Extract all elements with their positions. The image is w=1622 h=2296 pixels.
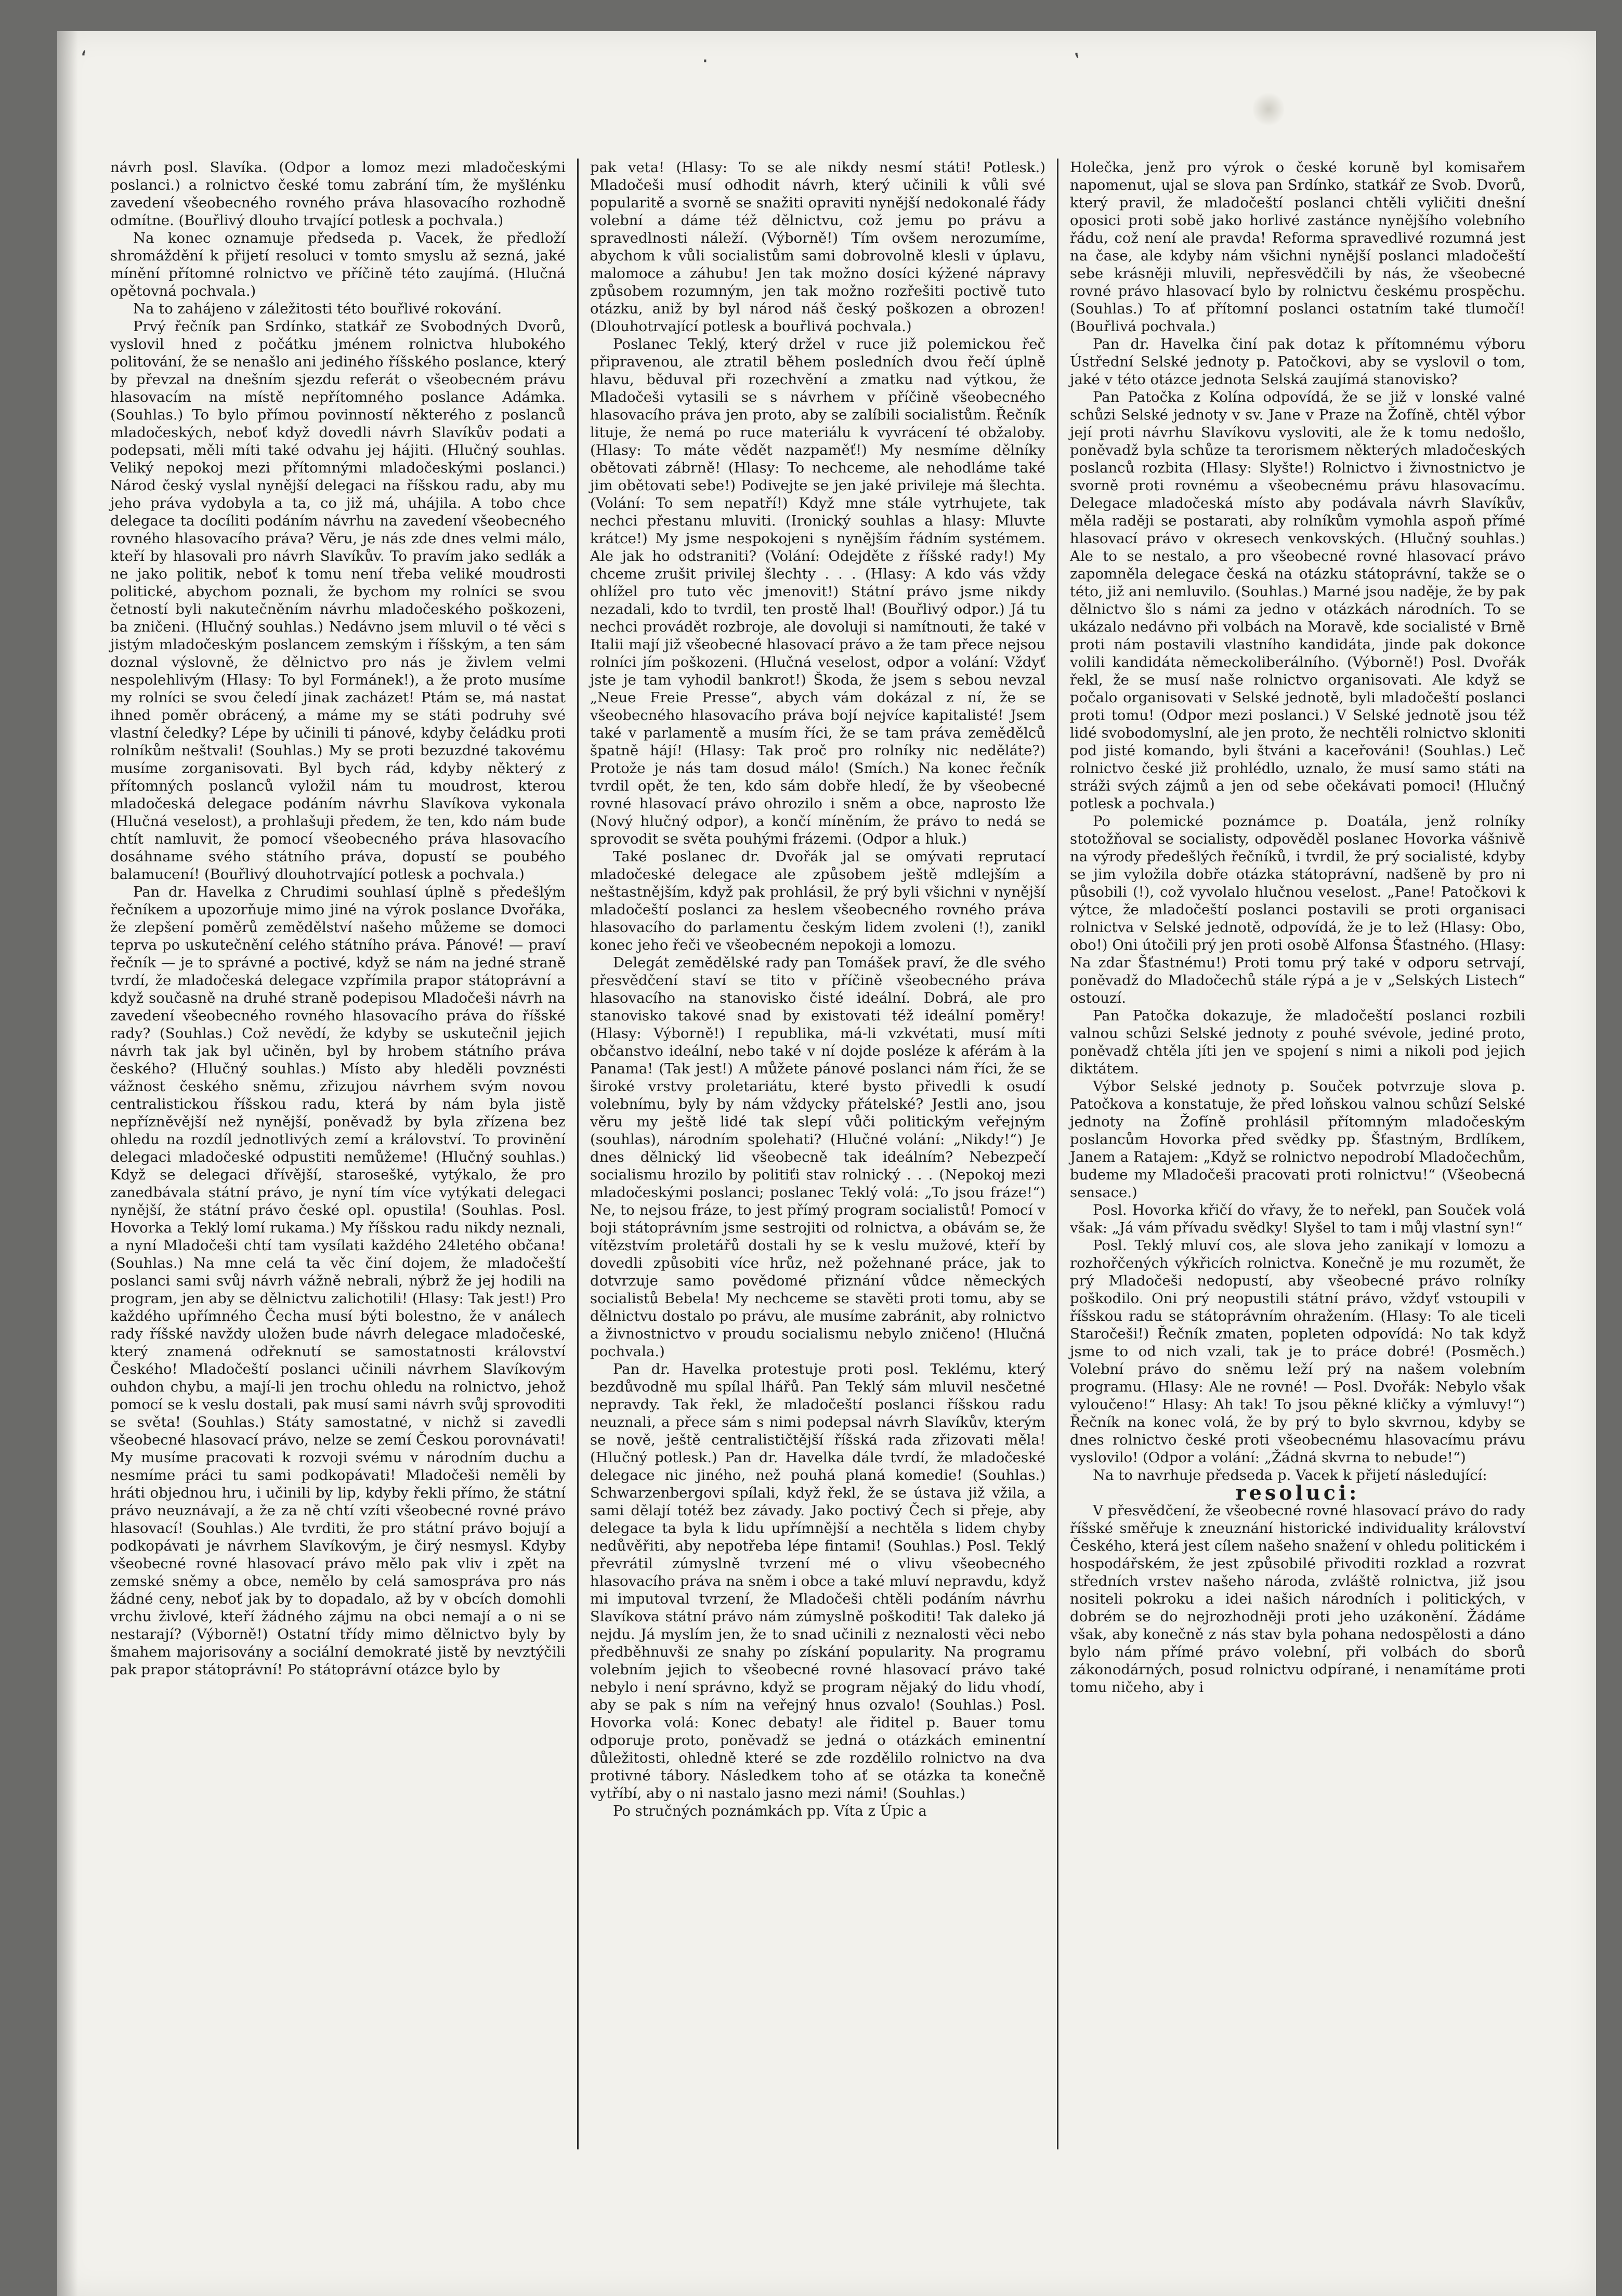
paragraph: Poslanec Teklý, který držel v ruce již polemickou řeč připravenou, ale ztratil během posledních dvou řečí úplně hlavu, běduval při rozechvění a zmatku nad výtkou, že Mladočeši vytasili se s návrhem v příčině všeobecného hlasovacího práva jen proto, aby se zalíbili socialistům. Řečník lituje, že nemá po ruce materiálu k vyvrácení té obžaloby. (Hlasy: To máte vědět nazpaměť!) My nesmíme dělníky obětovati zábrně! (Hlasy: To nechceme, ale nehodláme také jim obětovati sebe!) Podivejte se jen jaké privileje má šlechta. (Volání: To sem nepatří!) Když mne stále vytrhujete, tak nechci přestanu mluviti. (Ironický souhlas a hlasy: Mluvte krátce!) My jsme nespokojeni s nynějším řádním systémem. Ale jak ho odstraniti? (Volání: Odejděte z říšské rady!) My chceme zrušit privilej šlechty . . . (Hlasy: A kdo vás vždy ohlížel pro tuto věc jmenovit!) Státní právo jsme nikdy nezadali, kdo to tvrdil, ten prostě lhal! (Bouřlivý odpor.) Já tu nechci provádět rozbroje, ale dovoluji si namítnouti, že také v Italii mají již všeobecné hlasovací právo a že tam přece nejsou rolníci jím poškozeni. (Hlučná veselost, odpor a volání: Vždyť jste je tam vyhodil bankrot!) Škoda, že jsem s sebou nevzal „Neue Freie Presse“, abych vám dokázal z ní, že se všeobecného hlasovacího práva bojí nejvíce kapitalisté! Jsem také v parlamentě a musím říci, že se tam práva zemědělců špatně hájí! (Hlasy: Tak proč pro rolníky nic neděláte?) Protože je nás tam dosud málo! (Smích.) Na konec řečník tvrdil opět, že ten, kdo sám dobře hledí, že by všeobecné rovné hlasovací právo ohrozilo i sněm a obce, naprosto lže (Nový hlučný odpor), a končí míněním, že právo to nedá se sprovodit se světa pouhými frázemi. (Odpor a hluk.) [590, 336, 1045, 847]
paragraph: Delegát zemědělské rady pan Tomášek praví, že dle svého přesvědčení staví se tito v příčině všeobecného práva hlasovacího na stanovisko čisté ideální. Dobrá, ale pro stanovisko takové snad by existovati též ideální poměry! (Hlasy: Výborně!) I republika, má-li vzkvétati, musí míti občanstvo ideální, nebo také v ní dojde posléze k aférám à la Panama! (Tak jest!) A můžete pánové poslanci nám říci, že se široké vrstvy proletariátu, které bysto přivedli k osudí volebnímu, byly by nám vždycky přátelské? Jestli ano, jsou věru my ještě lidé tak slepí vůči politickým veřejným (souhlas), národním spolehati? (Hlučné volání: „Nikdy!“) Je dnes dělnický lid všeobecně tak ideálním? Nebezpečí socialismu hrozilo by politiťi stav rolnický . . . (Nepokoj mezi mladočeskými poslanci; poslanec Teklý volá: „To jsou fráze!“) Ne, to nejsou fráze, to jest přímý program socialistů! Pomocí v boji státoprávním jsme sestrojiti od rolnictva, a obávám se, že vítězstvím proletářů dostali hy se k veslu mužové, kteří by dovedli způsobiti více hrůz, než požehnané práce, jak to dotvrzuje samo povědomé přiznání vůdce německých socialistů Bebela! My nechceme se stavěti proti tomu, aby se dělnictvu dostalo po právu, ale musíme zabránit, aby rolnictvo a živnostnictvo v proudu socialismu nebylo zničeno! (Hlučná pochvala.) [590, 954, 1045, 1360]
paragraph: Po polemické poznámce p. Doatála, jenž rolníky stotožňoval se socialisty, odpověděl poslanec Hovorka vášnivě na výrody předešlých řečníků, i tvrdil, že prý socialisté, kdyby se jim vyložila dobře otázka státoprávní, nadšeně by pro ni působili (!), což vyvolalo hlučnou veselost. „Pane! Patočkovi k výtce, že mladočeští poslanci postavili se proti organisaci rolnictva v Selské jednotě, odpovídá, že je to lež (Hlasy: Obo, obo!) Oni útočili prý jen proti osobě Alfonsa Šťastného. (Hlasy: Na zdar Šťastnému!) Proti tomu prý také v odporu setrvají, poněvadž do Mladočechů stále rýpá a je v „Selských Listech“ ostouzí. [1070, 813, 1525, 1006]
article-columns [99, 159, 1549, 2149]
paragraph: V přesvědčení, že všeobecné rovné hlasovací právo do rady říšské směřuje k zneuznání historické individuality království Českého, která jest cílem našeho snažení v ohledu politickém i hospodářském, že jest způsobilé přivoditi rozklad a rozvrat středních vrstev našeho národa, zvláště rolnictva, již jsou nositeli pokroku a idei našich národních i politických, v dobrém se do nejrozhodněji proti jeho uzákonění. Žádáme však, aby konečně z nás stav byla pohana nedospělosti a dáno bylo nám přímé právo volební, při volbách do sborů zákonodárných, posud rolnictvu odpírané, i nenamítáme proti tomu ničeho, aby i [1070, 1502, 1525, 1696]
paragraph: Po stručných poznámkách pp. Víta z Úpic a [613, 1803, 927, 1819]
paragraph: Pan Patočka z Kolína odpovídá, že se již v lonské valné schůzi Selské jednoty v sv. Jane v Praze na Žofíně, chtěl výbor její proti návrhu Slavíkovu vysloviti, ale že k tomu nedošlo, poněvadž byla schůze ta terorismem některých mladočeských poslanců rozbita (Hlasy: Slyšte!) Rolnictvo i živnostnictvo je svorně proti rovnému a všeobecnému právu hlasovacímu. Delegace mladočeská místo aby podávala návrh Slavíkův, měla raději se postarati, aby rolníkům vymohla aspoň přímé hlasovací právo v okresech venkovských. (Hlučný souhlas.) Ale to se nestalo, a pro všeobecné rovné hlasovací právo zapomněla delegace česká na otázku státoprávní, takže se o této, již ani nemluvilo. (Souhlas.) Marné jsou naděje, že by pak dělnictvo šlo s námi za jedno v otázkách národních. To se ukázalo nedávno při volbách na Moravě, kde socialisté v Brně proti nám postavili vlastního kandidáta, jinde pak dokonce volili kandidáta německoliberálního. (Výborně!) Posl. Dvořák řekl, že se musí naše rolnictvo organisovati. Ale když se počalo organisovati v Selské jednotě, byli mladočeští poslanci proti tomu! (Odpor mezi poslanci.) V Selské jednotě jsou též lidé svobodomyslní, ale jen proto, že nechtěli rolnictvo skloniti pod jisté komando, byli štváni a kaceřováni! (Souhlas.) Leč rolnictvo české již prohlédlo, uznalo, že musí samo státi na stráži svých zájmů a jen od sebe očekávati pomoci! (Hlučný potlesk a pochvala.) [1070, 389, 1525, 812]
paragraph: Posl. Hovorka křičí do vřavy, že to neřekl, pan Souček volá však: „Já vám přívadu svědky! Slyšel to tam i můj vlastní syn!“ [1070, 1202, 1525, 1236]
column-1 [99, 159, 577, 2149]
paragraph: Pan Patočka dokazuje, že mladočeští poslanci rozbili valnou schůzi Selské jednoty z pouhé svévole, jediné proto, poněvadž chtěla jíti jen ve spojení s nimi a nikoli pod jejich diktátem. [1070, 1007, 1525, 1077]
paragraph: Také poslanec dr. Dvořák jal se omývati reprutací mladočeské delegace ale způsobem ještě mdlejším a neštastnějším, když pak prohlásil, že prý byli všichni v nynější mladočeští poslanci za heslem všeobecného rovného práva hlasovacího do parlamentu českým lidem zvoleni (!), zanikl konec jeho řeči ve všeobecném nepokoji a lomozu. [590, 848, 1045, 953]
column-3 [1058, 159, 1537, 2149]
paper-stain [1253, 91, 1284, 127]
paragraph: Na konec oznamuje předseda p. Vacek, že předloží shromáždění k přijetí resoluci v tomto smyslu až sezná, jaké mínění přítomné rolnictvo ve příčině této zaujímá. (Hlučná opětovná pochvala.) [110, 230, 566, 299]
margin-mark: ‘ [81, 47, 87, 71]
paragraph: Výbor Selské jednoty p. Souček potvrzuje slova p. Patočkova a konstatuje, že před loňskou valnou schůzí Selské jednoty na Žofíně prohlásil přítomným mladočeským poslancům Hovorka před svědky pp. Šťastným, Brdlíkem, Janem a Ratajem: „Když se rolnictvo nepodrobí Mladočechům, budeme my Mladočeši pracovati proti rolnictvu!“ (Všeobecná sensace.) [1070, 1078, 1525, 1201]
margin-mark: · [702, 49, 709, 73]
newspaper-page [57, 31, 1596, 2296]
paragraph: Prvý řečník pan Srdínko, statkář ze Svobodných Dvorů, vyslovil hned z počátku jménem rolnictva hlubokého politování, že se nenašlo ani jediného říšského poslance, který by převzal na dnešním sjezdu referát o všeobecném právu hlasovacím na místě nepřítomného poslance Adámka. (Souhlas.) To bylo přímou povinností některého z poslanců mladočeských, neboť když dovedli návrh Slavíkův podati a podepsati, měli míti také odvahu jej hájiti. (Hlučný souhlas. Veliký nepokoj mezi přítomnými mladočeskými poslanci.) Národ český vyslal nynější delegaci na říšskou radu, aby mu jeho práva vydobyla a ta, co již má, uhájila. A tobo chce delegace ta docíliti podáním návrhu na zavedení všeobecného rovného hlasovacího práva? Věru, je nás zde dnes velmi málo, kteří by hlasovali pro návrh Slavíkův. To pravím jako sedlák a ne jako politik, neboť k tomu není třeba veliké moudrosti politické, abychom poznali, že bychom my rolníci se svou četností byli nakutečněním návrhu mladočeského poškozeni, ba zničeni. (Hlučný souhlas.) Nedávno jsem mluvil o té věci s jistým mladočeským poslancem zemským i říšským, a ten sám doznal výslovně, že dělnictvo pro nás je živlem velmi nespolehlivým (Hlasy: To byl Formánek!), a že proto musíme my rolníci se svou čeledí jinak zacházet! Ptám se, má nastat ihned poměr obrácený, a máme my se státi podruhy své vlastní čeledky? Lépe by učinili ti pánové, kdyby čeládku proti rolníkům neštvali! (Souhlas.) My se proti bezuzdné takovému musíme zorganisovati. Byl bych rád, kdyby některý z přítomných poslanců vyložil nám tu moudrost, kterou mladočeská delegace podáním návrhu Slavíkova vykonala (Hlučná veselost), a prohlašuji předem, že ten, kdo nám bude chtít namluvit, že pomocí všeobecného práva hlasovacího dosáhname svého státního práva, dopustí se poubého balamucení! (Bouřlivý dlouhotrvající potlesk a pochvala.) [110, 318, 566, 883]
paragraph: Na to zahájeno v záležitosti této bouřlivé rokování. [133, 300, 502, 317]
margin-mark: ‛ [1074, 49, 1080, 73]
paragraph: návrh posl. Slavíka. (Odpor a lomoz mezi mladočeskými poslanci.) a rolnictvo české tomu zabrání tím, že myšlénku zavedení všeobecného rovného práva hlasovacího rozhodně odmítne. (Bouřlivý dlouho trvající potlesk a pochvala.) [110, 159, 566, 229]
paragraph: Pan dr. Havelka z Chrudimi souhlasí úplně s předešlým řečníkem a upozorňuje mimo jiné na výrok poslance Dvořáka, že zlepšení poměrů zemědělství našeho můžeme se domoci teprva po uskutečnění celého státního práva. Pánové! — praví řečník — je to správné a poctivé, když se nám na jedné straně tvrdí, že mladočeská delegace vzpřímila prapor státoprávní a když současně na druhé straně podepisou Mladočeši návrh na zavedení všeobecného rovného hlasovacího práva do říšské rady? (Souhlas.) Což nevědí, že kdyby se uskutečnil jejich návrh tak jak byl učiněn, byl by hrobem státního práva českého? (Hlučný souhlas.) Místo aby hleděli povznésti vážnost českého sněmu, zřizujou návrhem svým novou centralistickou říšskou radu, která by nám byla jistě nepřízněvější než nynější, poněvadž by byla zřízena bez ohledu na rozdíl jednotlivých zemí a království. To provinění delegaci mladočeské odpustiti nemůžeme! (Hlučný souhlas.) Když se delegaci dřívější, starosešké, vytýkalo, že pro zanedbávala státní právo, je nyní tím více vytýkati delegaci nynější, že státní právo české opl. opustila! (Souhlas. Posl. Hovorka a Teklý lomí rukama.) My říšskou radu nikdy neznali, a nyní Mladočeši chtí tam vysílati každého 24letého občana! (Souhlas.) Na mne celá ta věc činí dojem, že mladočeští poslanci sami svůj návrh vážně nebrali, nýbrž že jej hodili na program, jen aby se dělnictvu zalichotili! (Hlasy: Tak jest!) Pro každého upřímného Čecha musí býti bolestno, že v análech rady říšské navždy uložen bude návrh delegace mladočeské, který znamená odřeknutí se samostatnosti království Českého! Mladočeští poslanci učinili návrhem Slavíkovým ouhdon chybu, a mají-li jen trochu ohledu na rolnictvo, jehož pomocí se k veslu dostali, pak musí sami návrh svůj sprovoditi se světa! (Souhlas.) Státy samostatné, v nichž si zavedli všeobecné hlasovací právo, nelze se zemí Českou porovnávati! My musíme pracovati k rozvoji svému v národním duchu a nesmíme práci tu sami podkopávati! Mladočeši neměli by hráti objednou hru, i učinili by lip, kdyby řekli přímo, že státní právo neuznávají, a že za ně chtí vzíti všeobecné rovné právo hlasovací! (Souhlas.) Ale tvrditi, že pro státní právo bojují a podkopávati je návrhem Slavíkovým, je čirý nesmysl. Kdyby všeobecné rovné hlasovací právo mělo pak vliv i zpět na zemské sněmy a obce, nemělo by celá samospráva pro nás žádné ceny, neboť jak by to dopadalo, až by v obcích domohli vrchu živlové, kteří žádného zájmu na obci nemají a o ni se nestarají? (Výborně!) Ostatní třídy mimo dělnictvo byly by šmahem majorisovány a sociální demokraté jistě by nevztýčili pak prapor státoprávní! Po státoprávní otázce bylo by [110, 884, 566, 1678]
column-2 [579, 159, 1057, 2149]
paragraph: pak veta! (Hlasy: To se ale nikdy nesmí státi! Potlesk.) Mladočeši musí odhodit návrh, který učinili k vůli své popularitě a svorně se snažiti opraviti nynější nedokonalé řády volební a dáme též dělnictvu, což jemu po právu a spravedlnosti náleží. (Výborně!) Tím ovšem nerozumíme, abychom k vůli socialistům sami dobrovolně klesli v úplavu, malomoce a záhubu! Jen tak možno dosíci kýžené nápravy způsobem rozumným, jen tak možno rozřešiti poctivě tuto otázku, aniž by byl národ náš český poškozen a obrozen! (Dlouhotrvající potlesk a bouřlivá pochvala.) [590, 159, 1045, 335]
resolution-heading: resoluci: [1235, 1481, 1360, 1504]
paragraph: Pan dr. Havelka činí pak dotaz k přítomnému výboru Ústřední Selské jednoty p. Patočkovi, aby se vyslovil o tom, jaké v této otázce jednota Selská zaujímá stanovisko? [1070, 336, 1525, 388]
paragraph: Holečka, jenž pro výrok o české koruně byl komisařem napomenut, ujal se slova pan Srdínko, statkář ze Svob. Dvorů, který pravil, že mladočeští poslanci chtěli vyličiti dnešní oposici proti sobě jako horlivé zastánce nynějšího volebního řádu, což není ale pravda! Reforma spravedlivé rozumná jest na čase, ale kdyby nám všichni nynější poslanci mladočeští sebe krásněji mluvili, nepřesvědčili by nás, že všeobecné rovné právo hlasovací bylo by rolnictvu českému prospěchu. (Souhlas.) To ať přítomní poslanci ostatním také tlumočí! (Bouřlivá pochvala.) [1070, 159, 1525, 335]
paragraph: Posl. Teklý mluví cos, ale slova jeho zanikají v lomozu a rozhořčených výkřicích rolnictva. Konečně je mu rozumět, že prý Mladočeši nedopustí, aby všeobecné právo rolníky poškodilo. Oni prý neopustili státní právo, vždyť vstoupili v říšskou radu se státoprávním ohražením. (Hlasy: To ale ticeli Staročeši!) Řečník zmaten, popleten odpovídá: No tak když jsme to od nich vzali, tak je to práce dobré! (Posměch.) Volební právo do sněmu leží prý na našem volebním programu. (Hlasy: Ale ne rovné! — Posl. Dvořák: Nebylo však vyloučeno!“ Hlasy: Ah tak! To jsou pěkné kličky a výmluvy!“) Řečník na konec volá, že by prý to bylo skvrnou, kdyby se dnes rolnictvo české proti všeobecnému hlasovacímu právu vyslovilo! (Odpor a volání: „Žádná skvrna to nebude!“) [1070, 1237, 1525, 1466]
page-edge-shadow [57, 31, 78, 2296]
paragraph: Pan dr. Havelka protestuje proti posl. Teklému, který bezdůvodně mu spílal lhářů. Pan Teklý sám mluvil nesčetné nepravdy. Tak řekl, že mladočeští poslanci říšskou radu neuznali, a přece sám s nimi podepsal návrh Slavíkův, kterým se nově, ještě centralističtější říšská rada zřizovati měla! (Hlučný potlesk.) Pan dr. Havelka dále tvrdí, že mladočeské delegace nic jiného, než pouhá planá komedie! (Souhlas.) Schwarzenbergovi spílali, když řekl, že se ústava již vžila, a sami dělají totéž bez závady. Jako poctivý Čech si přeje, aby delegace ta byla k lidu upřímnější a nechtěla s lidem chyby nedůvěřiti, aby nepotřeba lépe fintami! (Souhlas.) Posl. Teklý převrátil zúmyslně tvrzení mé o vlivu všeobecného hlasovacího práva na sněm i obce a také mluví nepravdu, když mi imputoval tvrzení, že Mladočeši chtěli podáním návrhu Slavíkova státní právo nám zúmyslně poškoditi! Tak daleko já nejdu. Já myslím jen, že to snad učinili z neznalosti věci nebo předběhnuvši ze snahy po získání popularity. Na programu volebním jejich to všeobecné rovné hlasovací právo také nebylo i není správno, když se program nějaký do lidu vhodí, aby se pak s ním na veřejný hnus ozvalo! (Souhlas.) Posl. Hovorka volá: Konec debaty! ale řiditel p. Bauer tomu odporuje proto, poněvadž se jedná o otázkách eminentní důležitosti, ohledně které se zde rozdělilo rolnictvo na dva protivné tábory. Následkem toho ať se otázka ta konečně vytříbí, aby o ni nastalo jasno mezi námi! (Souhlas.) [590, 1361, 1045, 1802]
paragraph: Na to navrhuje předseda p. Vacek k přijetí následující: [1093, 1467, 1487, 1484]
